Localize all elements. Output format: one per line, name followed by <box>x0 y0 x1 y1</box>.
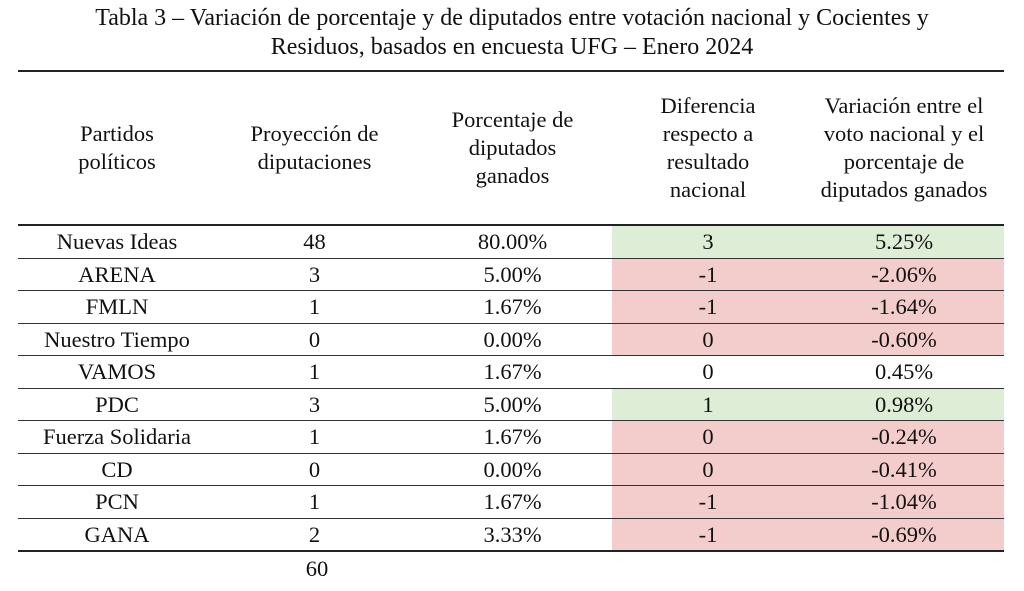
seats-cell: 1 <box>216 291 413 324</box>
seats-cell: 48 <box>216 225 413 258</box>
header-variation: Variación entre el voto nacional y el porcentaje de diputados ganados <box>804 72 1004 225</box>
table-row <box>18 486 1004 519</box>
table-row <box>18 258 1004 291</box>
difference-cell: 0 <box>612 323 804 356</box>
header-row <box>18 72 1004 225</box>
difference-cell: -1 <box>612 291 804 324</box>
variation-cell: 5.25% <box>804 225 1004 258</box>
difference-cell: 1 <box>612 388 804 421</box>
table-row <box>18 323 1004 356</box>
variation-cell: -2.06% <box>804 258 1004 291</box>
header-seat-projection: Proyección de diputaciones <box>216 72 413 225</box>
percentage-cell: 1.67% <box>413 486 612 519</box>
party-cell: Fuerza Solidaria <box>18 421 216 454</box>
difference-cell: 3 <box>612 225 804 258</box>
seats-cell: 1 <box>216 421 413 454</box>
variation-cell: -0.60% <box>804 323 1004 356</box>
table-row <box>18 356 1004 389</box>
table-body <box>18 225 1004 551</box>
party-cell: Nuestro Tiempo <box>18 323 216 356</box>
percentage-cell: 3.33% <box>413 518 612 551</box>
header-national-difference: Diferencia respecto a resultado nacional <box>612 72 804 225</box>
difference-cell: 0 <box>612 421 804 454</box>
seats-cell: 1 <box>216 486 413 519</box>
title-line-1: Tabla 3 – Variación de porcentaje y de diputados entre votación nacional y Cocientes y <box>95 5 929 31</box>
variation-cell: -0.41% <box>804 453 1004 486</box>
seats-cell: 2 <box>216 518 413 551</box>
party-cell: VAMOS <box>18 356 216 389</box>
difference-cell: 0 <box>612 356 804 389</box>
header-parties: Partidos políticos <box>18 72 216 225</box>
percentage-cell: 0.00% <box>413 453 612 486</box>
party-cell: FMLN <box>18 291 216 324</box>
percentage-cell: 1.67% <box>413 421 612 454</box>
total-seats: 60 <box>305 556 329 581</box>
party-cell: PCN <box>18 486 216 519</box>
percentage-cell: 80.00% <box>413 225 612 258</box>
results-table <box>18 72 1004 552</box>
seats-cell: 3 <box>216 258 413 291</box>
variation-cell: -1.04% <box>804 486 1004 519</box>
header-seat-percentage: Porcentaje de diputados ganados <box>413 72 612 225</box>
seats-cell: 0 <box>216 323 413 356</box>
difference-cell: -1 <box>612 518 804 551</box>
table-row <box>18 291 1004 324</box>
title-line-2: Residuos, basados en encuesta UFG – Enero 2024 <box>270 34 754 60</box>
variation-cell: -0.69% <box>804 518 1004 551</box>
variation-cell: 0.98% <box>804 388 1004 421</box>
difference-cell: 0 <box>612 453 804 486</box>
percentage-cell: 1.67% <box>413 291 612 324</box>
percentage-cell: 5.00% <box>413 258 612 291</box>
table-row <box>18 518 1004 551</box>
percentage-cell: 5.00% <box>413 388 612 421</box>
percentage-cell: 0.00% <box>413 323 612 356</box>
variation-cell: -1.64% <box>804 291 1004 324</box>
table-row <box>18 225 1004 258</box>
difference-cell: -1 <box>612 486 804 519</box>
seats-cell: 0 <box>216 453 413 486</box>
variation-cell: 0.45% <box>804 356 1004 389</box>
party-cell: PDC <box>18 388 216 421</box>
percentage-cell: 1.67% <box>413 356 612 389</box>
table-row <box>18 421 1004 454</box>
table-row <box>18 388 1004 421</box>
seats-cell: 1 <box>216 356 413 389</box>
party-cell: GANA <box>18 518 216 551</box>
party-cell: Nuevas Ideas <box>18 225 216 258</box>
party-cell: CD <box>18 453 216 486</box>
seats-cell: 3 <box>216 388 413 421</box>
difference-cell: -1 <box>612 258 804 291</box>
table-title <box>0 4 1024 62</box>
party-cell: ARENA <box>18 258 216 291</box>
variation-cell: -0.24% <box>804 421 1004 454</box>
table-row <box>18 453 1004 486</box>
